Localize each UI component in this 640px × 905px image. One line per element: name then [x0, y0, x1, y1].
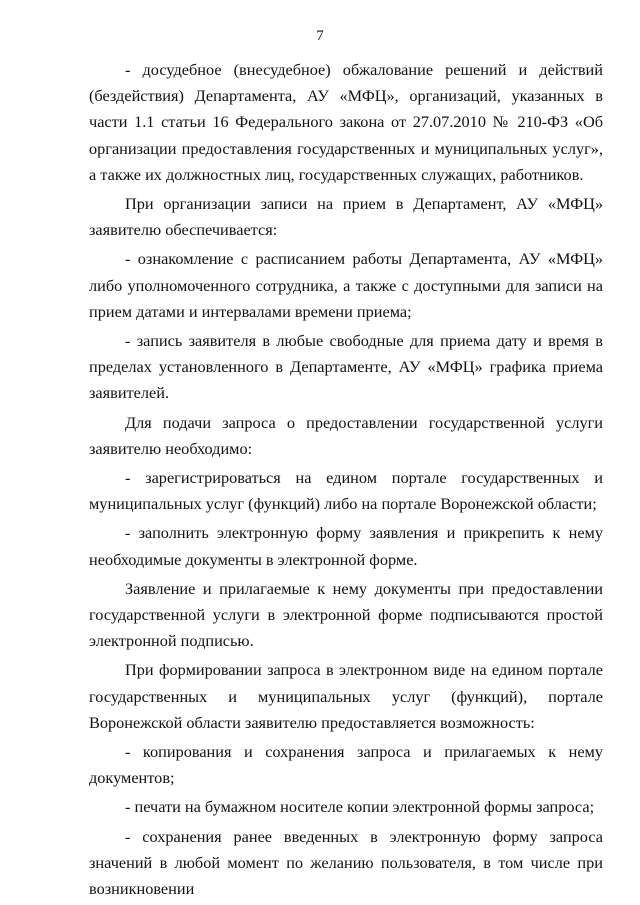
paragraph-appointment-intro: При организации записи на прием в Департамент, АУ «МФЦ» заявителю обеспечивается:: [89, 194, 603, 240]
paragraph-request-intro: Для подачи запроса о предоставлении государственной услуги заявителю необходимо:: [89, 412, 603, 458]
list-item-copy: - копирования и сохранения запроса и прилагаемых к нему документов;: [89, 742, 603, 788]
list-item-register: - зарегистрироваться на едином портале государственных и муниципальных услуг (функций) либо на портале Воронежской области;: [89, 468, 603, 514]
list-item-schedule: - ознакомление с расписанием работы Департамента, АУ «МФЦ» либо уполномоченного сотрудника, а также с доступными для записи на прием датами и интервалами времени приема;: [89, 249, 603, 321]
document-body: [89, 57, 603, 902]
paragraph-signature: Заявление и прилагаемые к нему документы при предоставлении государственной услуги в электронной форме подписываются простой электронной подписью.: [89, 578, 603, 651]
paragraph-electronic-request: При формировании запроса в электронном виде на едином портале государственных и муниципальных услуг (функций), портале Воронежской области заявителю предоставляется возможность:: [89, 660, 603, 732]
page-number: 7: [316, 28, 324, 44]
list-item-appeal: - досудебное (внесудебное) обжалование решений и действий (бездействия) Департамента, АУ «МФЦ», организаций, указанных в части 1.1 статьи 16 Федерального закона от 27.07.2010 № 210-ФЗ «Об организации предоставления государственных и муниципальных услуг», а также их должностных лиц, государственных служащих, работников.: [89, 60, 603, 184]
list-item-fill-form: - заполнить электронную форму заявления и прикрепить к нему необходимые документы в электронной форме.: [89, 523, 603, 569]
list-item-booking: - запись заявителя в любые свободные для приема дату и время в пределах установленного в Департаменте, АУ «МФЦ» графика приема заявителей.: [89, 331, 603, 403]
list-item-print: - печати на бумажном носителе копии электронной формы запроса;: [125, 797, 595, 817]
list-item-save: - сохранения ранее введенных в электронную форму запроса значений в любой момент по желанию пользователя, в том числе при возникновении: [89, 826, 603, 899]
